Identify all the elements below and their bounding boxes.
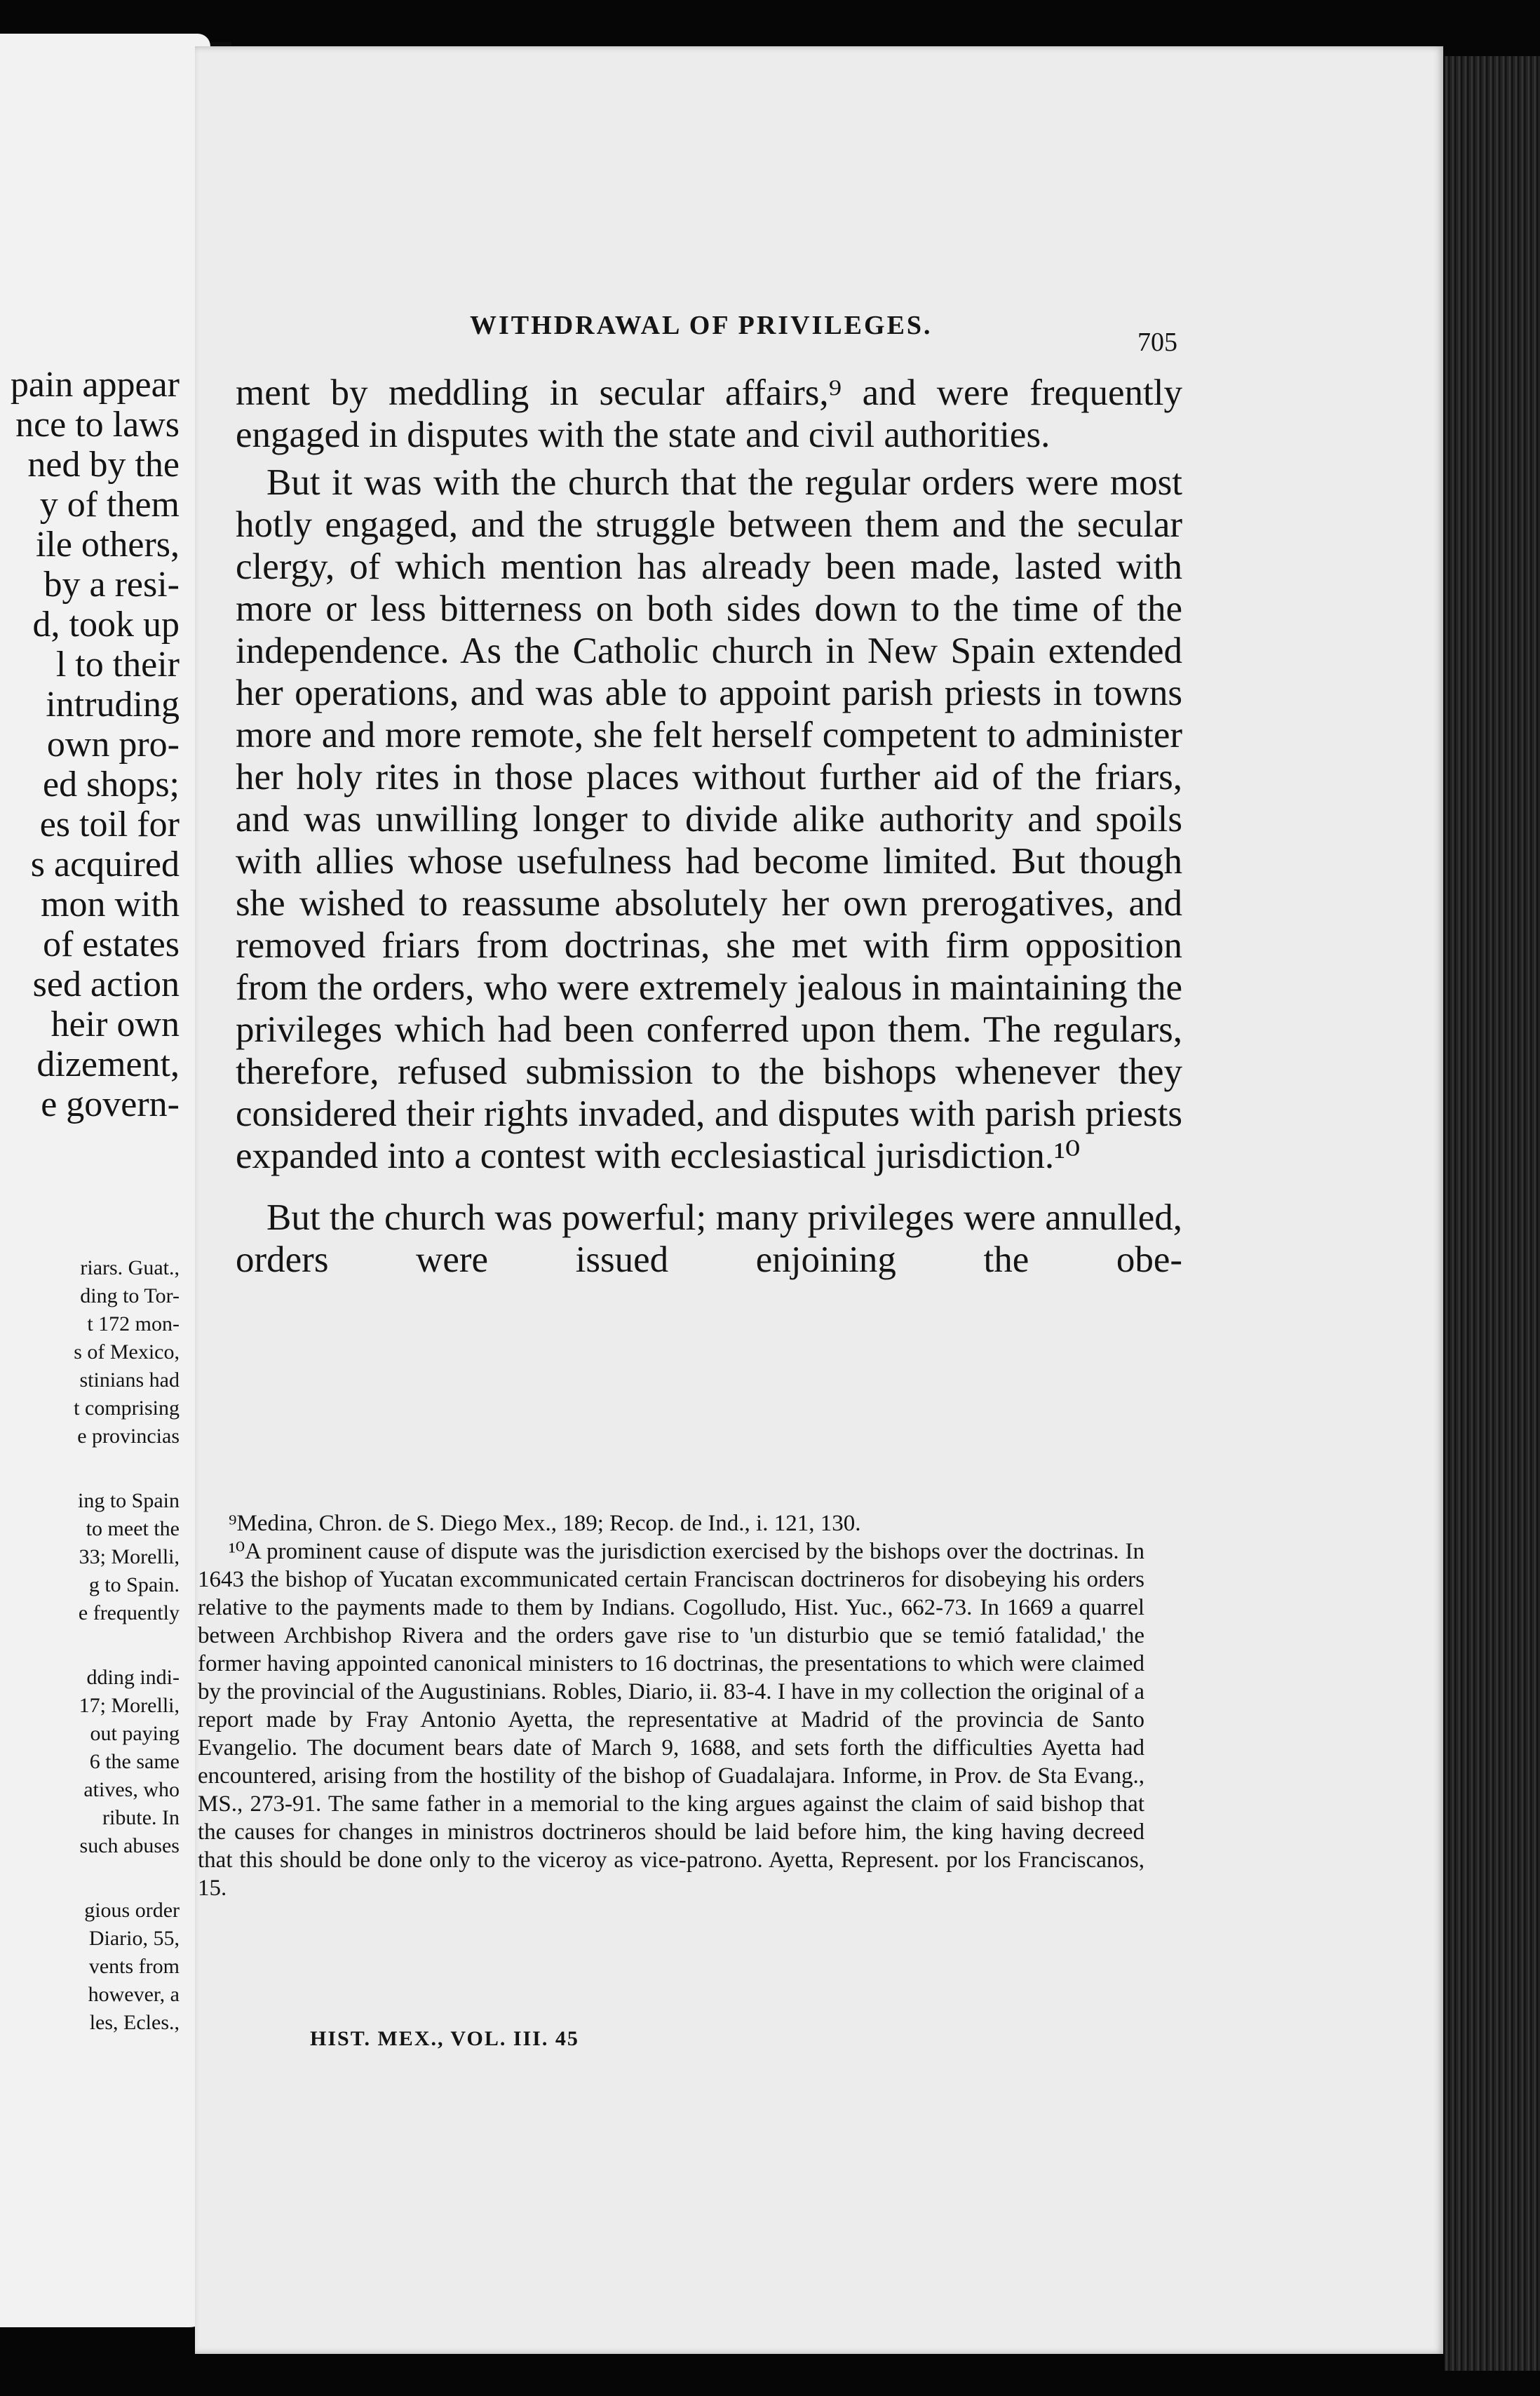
left-note-line: riars. Guat., — [80, 1256, 180, 1279]
left-body-line: l to their — [55, 645, 180, 685]
left-note-line: 6 the same — [89, 1750, 180, 1773]
left-note-line: gious order — [84, 1899, 180, 1922]
left-note-line: 17; Morelli, — [79, 1694, 180, 1717]
left-body-line: intruding — [46, 685, 180, 725]
left-note-line: 33; Morelli, — [79, 1545, 180, 1568]
left-note-line: s of Mexico, — [74, 1340, 180, 1364]
left-page-body-text — [0, 365, 180, 1124]
left-body-line: d, took up — [32, 605, 180, 645]
footnote-10: ¹⁰A prominent cause of dispute was the jurisdiction exercised by the bishops over the doctrinas. In 1643 the bishop of Yucatan excommunicated certain Franciscan doctrineros for disobeying his orders relative to the payments made to them by Indians. Cogolludo, Hist. Yuc., 662-73. In 1669 a quarrel between Archbishop Rivera and the orders gave rise to 'un disturbio que se temió fatalidad,' the former having appointed canonical ministers to 16 doctrinas, the presentations to which were claimed by the provincial of the Augustinians. Robles, Diario, ii. 83-4. I have in my collection the original of a report made by Fray Antonio Ayetta, the representative at Madrid of the provincia de Santo Evangelio. The document bears date of March 9, 1688, and sets forth the difficulties Ayetta had encountered, arising from the hostility of the bishop of Guadalajara. Informe, in Prov. de Sta Evang., MS., 273-91. The same father in a memorial to the king argues against the claim of said bishop that the causes for changes in ministros doctrineros should be laid before him, the king having decreed that this should be done only to the viceroy as vice-patrono. Ayetta, Represent. por los Franciscanos, 15. — [198, 1539, 1144, 1901]
left-body-line: own pro- — [46, 725, 180, 765]
left-body-line: s acquired — [30, 844, 180, 884]
left-body-line: nce to laws — [15, 405, 180, 445]
left-body-line: y of them — [39, 485, 180, 525]
left-body-line: ile others, — [35, 525, 180, 565]
paragraph-1: ment by meddling in secular affairs,⁹ and were frequently engaged in disputes with the state and civil authorities. — [236, 372, 1182, 455]
left-body-line: ed shops; — [43, 765, 180, 805]
main-body-text — [236, 372, 1182, 1281]
left-body-line: sed action — [32, 964, 180, 1004]
left-note-line: ding to Tor- — [80, 1284, 180, 1307]
left-note-line: such abuses — [79, 1834, 180, 1857]
page-edges — [1445, 56, 1540, 2371]
left-body-line: es toil for — [39, 805, 180, 844]
left-body-line: e govern- — [41, 1084, 180, 1124]
left-note-line: ribute. In — [102, 1806, 180, 1829]
left-note-line: e frequently — [78, 1601, 180, 1624]
left-note-line: e provincias — [77, 1425, 180, 1448]
left-note-line: dding indi- — [86, 1666, 180, 1689]
left-body-line: pain appear — [10, 365, 180, 405]
left-note-line: ing to Spain — [77, 1489, 180, 1512]
left-note-line: Diario, 55, — [88, 1927, 180, 1950]
left-body-line: ned by the — [27, 445, 180, 485]
left-note-line: atives, who — [83, 1778, 180, 1801]
left-note-line: t comprising — [74, 1396, 180, 1420]
left-body-line: by a resi- — [43, 565, 180, 605]
left-body-line: dizement, — [36, 1044, 180, 1084]
page-number: 705 — [1137, 328, 1177, 357]
paragraph-2: But it was with the church that the regular orders were most hotly engaged, and the struggle between them and the secular clergy, of which mention has already been made, lasted with more or less bitterness on both sides down to the time of the independence. As the Catholic church in New Spain extended her operations, and was able to appoint parish priests in towns more and more remote, she felt herself competent to administer her holy rites in those places without further aid of the friars, and was unwilling longer to divide alike authority and spoils with allies whose usefulness had become limited. But though she wished to reassume absolutely her own prerogatives, and removed friars from doctrinas, she met with firm opposition from the orders, who were extremely jealous in maintaining the privileges which had been conferred upon them. The regulars, therefore, refused submission to the bishops whenever they considered their rights invaded, and disputes with parish priests expanded into a contest with ecclesiastical jurisdiction.¹⁰ — [236, 462, 1182, 1176]
left-page-footnotes — [0, 1254, 180, 2037]
left-body-line: mon with — [41, 884, 180, 924]
left-note-line: vents from — [88, 1955, 180, 1978]
left-body-line: heir own — [50, 1004, 180, 1044]
left-note-line: to meet the — [86, 1517, 180, 1540]
left-note-line: g to Spain. — [88, 1573, 180, 1596]
footnote-9: ⁹Medina, Chron. de S. Diego Mex., 189; Recop. de Ind., i. 121, 130. — [229, 1511, 861, 1536]
left-body-line: of estates — [43, 924, 180, 964]
left-note-line: stinians had — [79, 1368, 180, 1392]
signature-mark: HIST. MEX., VOL. III. 45 — [310, 2027, 579, 2050]
left-note-line: out paying — [90, 1722, 180, 1745]
left-facing-page — [0, 34, 210, 2327]
running-head: WITHDRAWAL OF PRIVILEGES. — [470, 311, 933, 340]
paragraph-3: But the church was powerful; many privileges were annulled, orders were issued enjoining the obe- — [236, 1197, 1182, 1280]
left-note-line: les, Ecles., — [89, 2011, 180, 2034]
left-note-line: t 172 mon- — [87, 1312, 180, 1335]
footnotes — [198, 1509, 1144, 1902]
left-note-line: however, a — [88, 1983, 180, 2006]
